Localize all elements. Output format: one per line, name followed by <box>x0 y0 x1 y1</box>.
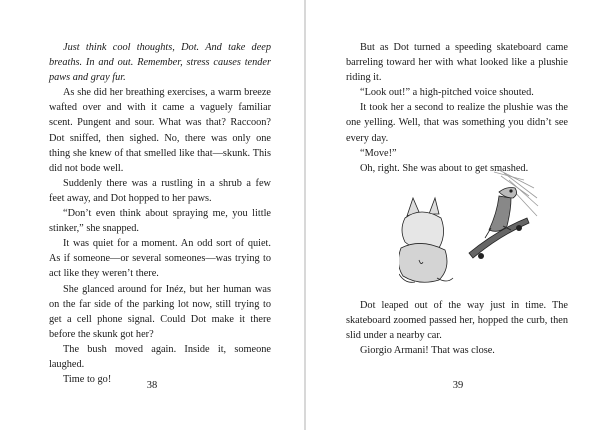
right-page <box>306 0 610 430</box>
paragraph: It was quiet for a moment. An odd sort of quiet. As if someone—or several someones—was trying to act like they weren’t there. <box>49 238 271 280</box>
right-page-text-bottom <box>346 298 568 358</box>
paragraph: As she did her breathing exercises, a warm breeze wafted over and with it came a vaguely familiar scent. Pungent and sour. What was that? Raccoon? Dot sniffed, then sighed. No, there was only one thing she knew of that smelled like that—skunk. This did not bode well. <box>49 87 271 174</box>
paragraph: But as Dot turned a speeding skateboard came barreling toward her with what looked like a plushie riding it. <box>346 42 568 84</box>
paragraph: Giorgio Armani! That was close. <box>360 345 495 357</box>
left-page <box>0 0 304 430</box>
paragraph: “Move!” <box>360 147 397 159</box>
skateboard-chase-illustration <box>399 168 539 288</box>
page-number: 38 <box>146 380 158 391</box>
page-number: 39 <box>452 380 464 391</box>
paragraph: “Look out!” a high-pitched voice shouted. <box>360 87 534 99</box>
right-page-text-top <box>346 40 568 176</box>
paragraph: Oh, right. She was about to get smashed. <box>360 162 529 174</box>
paragraph: Suddenly there was a rustling in a shrub a few feet away, and Dot hopped to her paws. <box>49 177 271 204</box>
paragraph: Just think cool thoughts, Dot. And take deep breaths. In and out. Remember, stress causes tender paws and gray fur. <box>49 42 271 84</box>
paragraph: It took her a second to realize the plushie was the one yelling. Well, that was something you didn’t see every day. <box>346 102 568 144</box>
paragraph: Dot leaped out of the way just in time. The skateboard zoomed passed her, hopped the curb, then slid under a nearby car. <box>346 300 568 342</box>
paragraph: Time to go! <box>63 374 112 386</box>
dog-dot <box>399 198 453 282</box>
paragraph: “Don’t even think about spraying me, you little stinker,” she snapped. <box>49 208 271 235</box>
paragraph: The bush moved again. Inside it, someone laughed. <box>49 343 271 370</box>
paragraph: She glanced around for Inéz, but her human was on the far side of the parking lot now, still trying to get a cell phone signal. Could Dot make it there before the skunk got her? <box>49 283 271 340</box>
left-page-text <box>49 40 271 387</box>
